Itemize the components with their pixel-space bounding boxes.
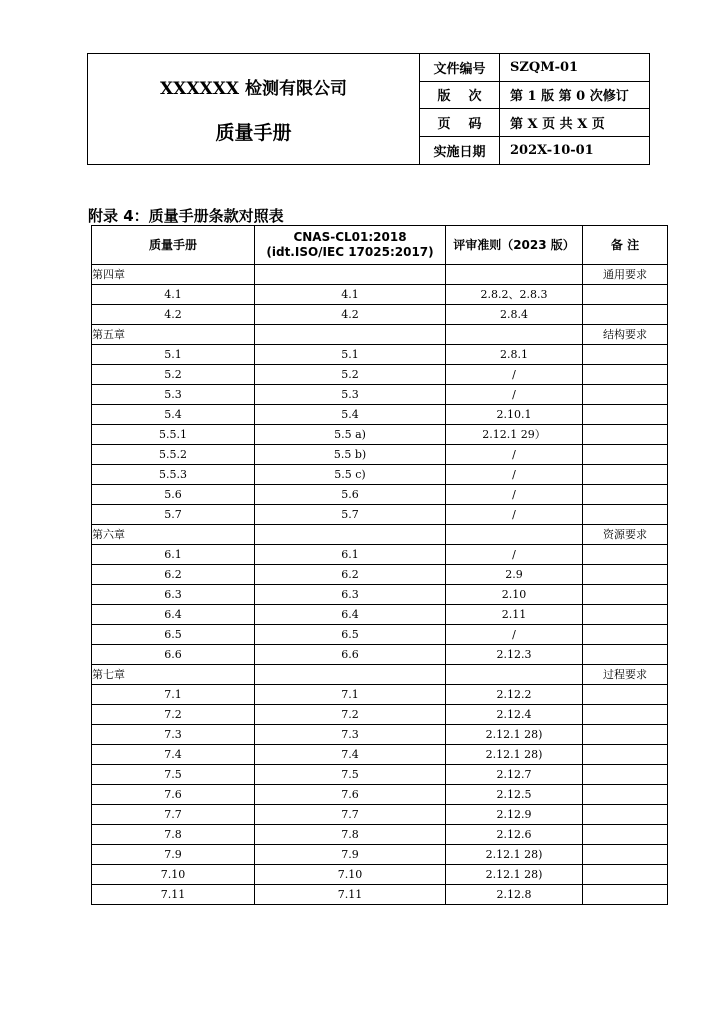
qm-cell: 7.11: [92, 885, 255, 905]
remark-cell: [583, 625, 668, 645]
rule-cell: 2.12.1 28): [446, 725, 583, 745]
remark-cell: [583, 365, 668, 385]
qm-cell: 6.5: [92, 625, 255, 645]
table-header-row: [92, 226, 668, 265]
rule-cell: /: [446, 625, 583, 645]
rule-cell: 2.12.7: [446, 765, 583, 785]
document-header: [87, 53, 650, 165]
cnas-cell: [255, 525, 446, 545]
cnas-cell: 6.4: [255, 605, 446, 625]
rule-cell: 2.12.1 28): [446, 745, 583, 765]
rule-cell: 2.12.8: [446, 885, 583, 905]
cnas-cell: 4.1: [255, 285, 446, 305]
cnas-cell: 5.5 a): [255, 425, 446, 445]
cnas-cell: 5.2: [255, 365, 446, 385]
remark-cell: [583, 805, 668, 825]
qm-cell: 6.4: [92, 605, 255, 625]
qm-cell: 4.2: [92, 305, 255, 325]
rule-cell: 2.12.3: [446, 645, 583, 665]
table-row: [92, 805, 668, 825]
remark-cell: [583, 785, 668, 805]
cnas-cell: [255, 665, 446, 685]
header-value-doc-no: SZQM-01: [500, 54, 649, 82]
column-header-cnas: CNAS-CL01:2018 (idt.ISO/IEC 17025:2017): [255, 226, 446, 265]
remark-cell: [583, 565, 668, 585]
qm-cell: 7.10: [92, 865, 255, 885]
table-row: [92, 825, 668, 845]
table-row: [92, 485, 668, 505]
column-header-review-rules: 评审准则（2023 版）: [446, 226, 583, 265]
qm-cell: 5.6: [92, 485, 255, 505]
chapter-row: [92, 325, 668, 345]
remark-cell: [583, 545, 668, 565]
table-row: [92, 765, 668, 785]
remark-cell: 过程要求: [583, 665, 668, 685]
remark-cell: 结构要求: [583, 325, 668, 345]
remark-cell: [583, 425, 668, 445]
qm-cell: 7.4: [92, 745, 255, 765]
table-row: [92, 585, 668, 605]
cnas-cell: 5.6: [255, 485, 446, 505]
cnas-cell: 7.8: [255, 825, 446, 845]
table-row: [92, 625, 668, 645]
rule-cell: /: [446, 445, 583, 465]
header-key-doc-no: 文件编号: [420, 54, 500, 82]
header-key-page: 页 码: [420, 109, 500, 137]
header-value-date: 202X-10-01: [510, 142, 594, 158]
cnas-cell: 6.5: [255, 625, 446, 645]
table-row: [92, 425, 668, 445]
table-row: [92, 705, 668, 725]
remark-cell: [583, 465, 668, 485]
rule-cell: 2.12.1 29）: [446, 425, 583, 445]
qm-cell: 5.7: [92, 505, 255, 525]
header-key-date: 实施日期: [420, 137, 500, 165]
chapter-row: [92, 665, 668, 685]
rule-cell: [446, 265, 583, 285]
table-row: [92, 885, 668, 905]
header-key-edition: 版 次: [420, 82, 500, 110]
header-value-edition: 第 1 版 第 0 次修订: [500, 82, 649, 110]
remark-cell: [583, 505, 668, 525]
table-row: [92, 405, 668, 425]
table-row: [92, 745, 668, 765]
table-row: [92, 285, 668, 305]
remark-cell: [583, 645, 668, 665]
rule-cell: /: [446, 385, 583, 405]
cnas-cell: 7.4: [255, 745, 446, 765]
cnas-cell: 7.11: [255, 885, 446, 905]
cnas-cell: 5.5 b): [255, 445, 446, 465]
rule-cell: /: [446, 545, 583, 565]
qm-cell: 5.4: [92, 405, 255, 425]
remark-cell: [583, 605, 668, 625]
rule-cell: 2.10: [446, 585, 583, 605]
cnas-cell: 7.1: [255, 685, 446, 705]
cnas-cell: 6.6: [255, 645, 446, 665]
cnas-cell: [255, 265, 446, 285]
qm-cell: 5.2: [92, 365, 255, 385]
column-header-quality-manual: 质量手册: [92, 226, 255, 265]
table-row: [92, 505, 668, 525]
remark-cell: 通用要求: [583, 265, 668, 285]
cnas-cell: 6.3: [255, 585, 446, 605]
rule-cell: /: [446, 505, 583, 525]
table-row: [92, 465, 668, 485]
cnas-cell: 7.2: [255, 705, 446, 725]
qm-cell: 5.1: [92, 345, 255, 365]
cnas-cell: 7.6: [255, 785, 446, 805]
qm-cell: 7.7: [92, 805, 255, 825]
manual-title: 质量手册: [215, 122, 292, 144]
rule-cell: 2.12.6: [446, 825, 583, 845]
cnas-cell: 7.9: [255, 845, 446, 865]
qm-cell: 7.9: [92, 845, 255, 865]
table-row: [92, 865, 668, 885]
cnas-cell: 6.2: [255, 565, 446, 585]
table-row: [92, 785, 668, 805]
header-value-page: 第 X 页 共 X 页: [500, 109, 649, 137]
qm-cell: 5.5.1: [92, 425, 255, 445]
remark-cell: [583, 385, 668, 405]
company-name: XXXXXX 检测有限公司: [159, 79, 348, 99]
chapter-cell: 第五章: [92, 325, 255, 345]
remark-cell: [583, 685, 668, 705]
qm-cell: 7.3: [92, 725, 255, 745]
cnas-cell: 4.2: [255, 305, 446, 325]
qm-cell: 5.5.2: [92, 445, 255, 465]
rule-cell: 2.8.2、2.8.3: [446, 285, 583, 305]
rule-cell: 2.12.1 28): [446, 845, 583, 865]
cnas-cell: 7.10: [255, 865, 446, 885]
cnas-cell: 5.7: [255, 505, 446, 525]
rule-cell: 2.12.9: [446, 805, 583, 825]
table-row: [92, 445, 668, 465]
table-row: [92, 645, 668, 665]
chapter-cell: 第四章: [92, 265, 255, 285]
rule-cell: 2.10.1: [446, 405, 583, 425]
cnas-cell: 7.7: [255, 805, 446, 825]
qm-cell: 5.3: [92, 385, 255, 405]
qm-cell: 6.2: [92, 565, 255, 585]
qm-cell: 5.5.3: [92, 465, 255, 485]
remark-cell: [583, 745, 668, 765]
qm-cell: 7.5: [92, 765, 255, 785]
qm-cell: 6.6: [92, 645, 255, 665]
rule-cell: 2.12.1 28): [446, 865, 583, 885]
cnas-cell: [255, 325, 446, 345]
table-row: [92, 385, 668, 405]
cnas-cell: 7.5: [255, 765, 446, 785]
table-row: [92, 365, 668, 385]
remark-cell: [583, 405, 668, 425]
chapter-row: [92, 525, 668, 545]
cnas-cell: 5.5 c): [255, 465, 446, 485]
remark-cell: [583, 885, 668, 905]
rule-cell: [446, 665, 583, 685]
table-body: [92, 265, 668, 905]
chapter-row: [92, 265, 668, 285]
rule-cell: 2.9: [446, 565, 583, 585]
remark-cell: 资源要求: [583, 525, 668, 545]
remark-cell: [583, 285, 668, 305]
remark-cell: [583, 725, 668, 745]
cnas-cell: 5.4: [255, 405, 446, 425]
remark-cell: [583, 865, 668, 885]
rule-cell: /: [446, 465, 583, 485]
chapter-cell: 第七章: [92, 665, 255, 685]
remark-cell: [583, 445, 668, 465]
column-header-remarks: 备 注: [583, 226, 668, 265]
remark-cell: [583, 825, 668, 845]
remark-cell: [583, 305, 668, 325]
header-title-block: [88, 54, 420, 164]
rule-cell: 2.12.2: [446, 685, 583, 705]
remark-cell: [583, 585, 668, 605]
table-row: [92, 345, 668, 365]
table-row: [92, 545, 668, 565]
remark-cell: [583, 345, 668, 365]
table-row: [92, 845, 668, 865]
qm-cell: 7.2: [92, 705, 255, 725]
qm-cell: 7.8: [92, 825, 255, 845]
remark-cell: [583, 485, 668, 505]
clause-comparison-table: [91, 225, 668, 905]
cnas-cell: 7.3: [255, 725, 446, 745]
rule-cell: 2.11: [446, 605, 583, 625]
remark-cell: [583, 705, 668, 725]
rule-cell: /: [446, 365, 583, 385]
section-title: 附录 4：质量手册条款对照表: [88, 207, 284, 225]
table-row: [92, 605, 668, 625]
cnas-cell: 5.1: [255, 345, 446, 365]
qm-cell: 6.1: [92, 545, 255, 565]
table-row: [92, 565, 668, 585]
cnas-cell: 6.1: [255, 545, 446, 565]
table-row: [92, 685, 668, 705]
qm-cell: 6.3: [92, 585, 255, 605]
qm-cell: 7.1: [92, 685, 255, 705]
rule-cell: 2.12.4: [446, 705, 583, 725]
chapter-cell: 第六章: [92, 525, 255, 545]
header-info-grid: [420, 54, 649, 164]
rule-cell: /: [446, 485, 583, 505]
rule-cell: [446, 325, 583, 345]
rule-cell: 2.12.5: [446, 785, 583, 805]
rule-cell: 2.8.4: [446, 305, 583, 325]
rule-cell: 2.8.1: [446, 345, 583, 365]
qm-cell: 7.6: [92, 785, 255, 805]
remark-cell: [583, 845, 668, 865]
rule-cell: [446, 525, 583, 545]
remark-cell: [583, 765, 668, 785]
cnas-cell: 5.3: [255, 385, 446, 405]
qm-cell: 4.1: [92, 285, 255, 305]
table-row: [92, 725, 668, 745]
table-row: [92, 305, 668, 325]
